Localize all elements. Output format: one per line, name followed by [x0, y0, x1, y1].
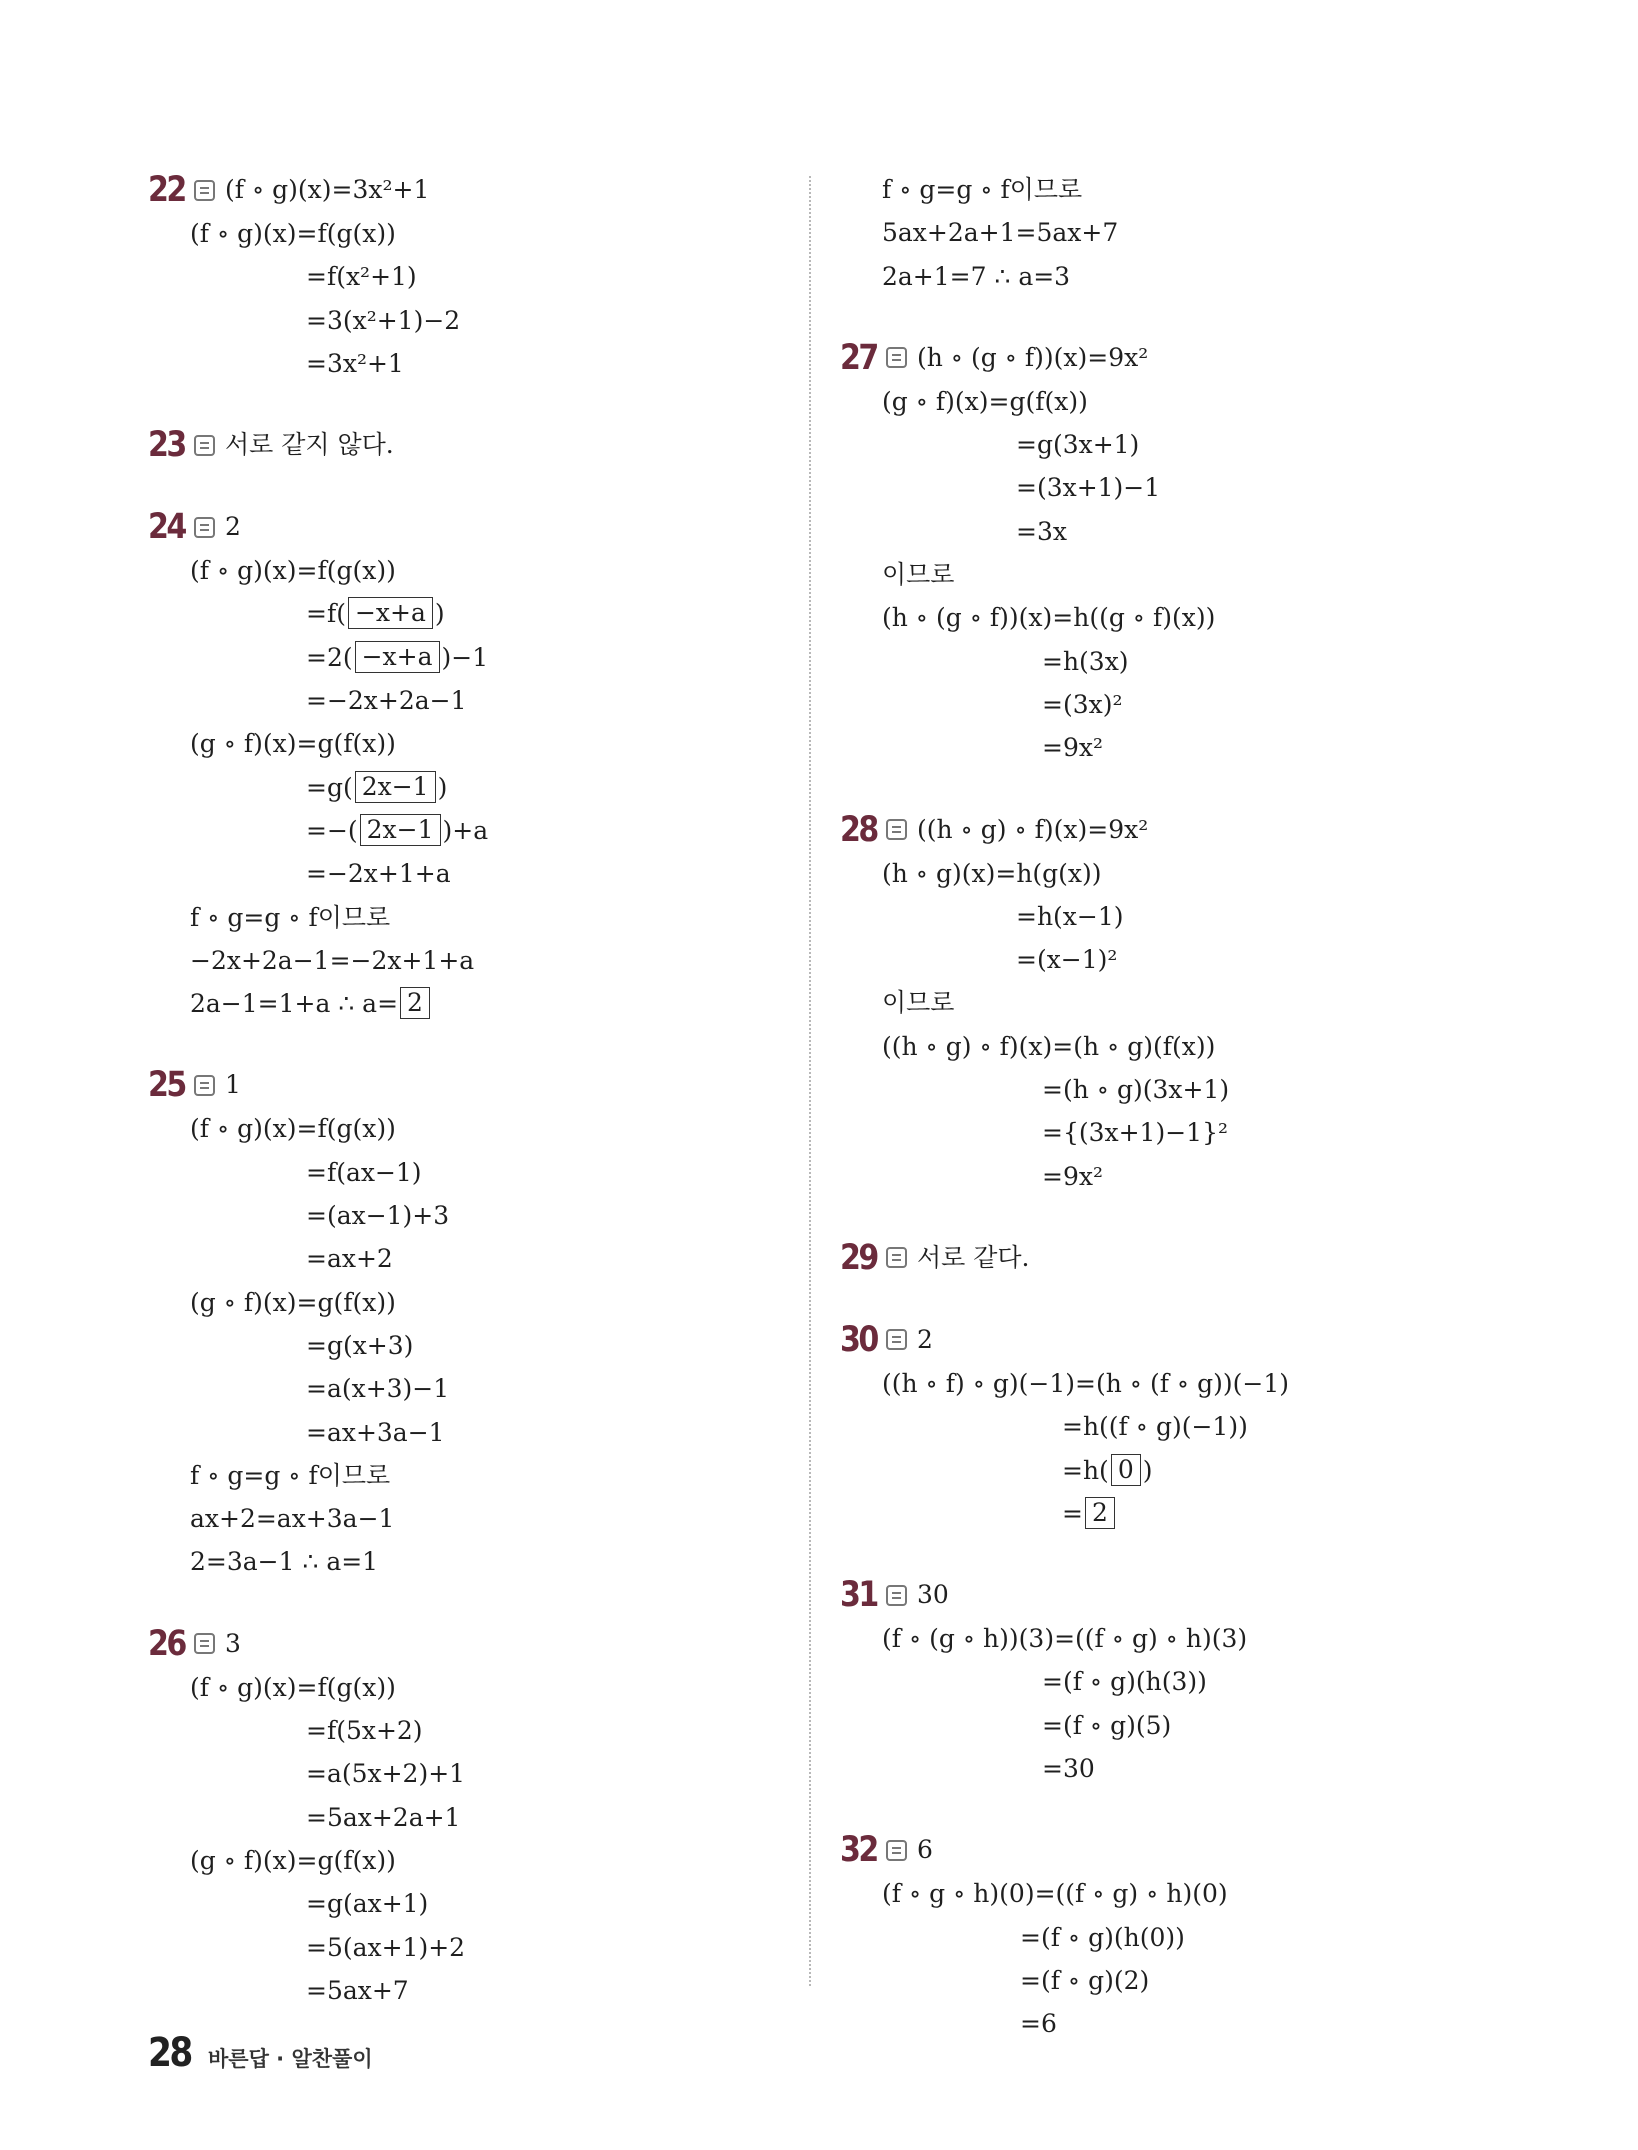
blank-box: −x+a — [355, 641, 440, 673]
solution-line: f ∘ g=g ∘ f이므로 — [190, 1460, 391, 1490]
solution-line: =30 — [1042, 1754, 1095, 1784]
solution-line: (h ∘ (g ∘ f))(x)=h((g ∘ f)(x)) — [882, 603, 1216, 633]
line-text: =g( — [306, 772, 353, 802]
line-text: =h( — [1062, 1455, 1109, 1485]
problem-22 — [148, 168, 788, 385]
solution-line: =−2x+1+a — [306, 859, 451, 889]
solution-line — [148, 592, 788, 635]
line-text: ) — [437, 772, 448, 802]
answer-icon — [886, 819, 907, 840]
solution-line: 이므로 — [882, 988, 955, 1018]
problem-header — [148, 423, 788, 467]
solution-line — [148, 636, 788, 679]
problem-header — [148, 1622, 788, 1666]
problem-number: 25 — [148, 1065, 185, 1106]
problem-23 — [148, 423, 788, 467]
answer-text: (h ∘ (g ∘ f))(x)=9x² — [917, 342, 1149, 372]
right-column — [840, 168, 1480, 2084]
solution-line: =5ax+7 — [306, 1975, 409, 2005]
solution-line: 5ax+2a+1=5ax+7 — [882, 218, 1119, 248]
solution-line: =(ax−1)+3 — [306, 1201, 450, 1231]
line-text: ) — [1142, 1455, 1153, 1485]
line-text: )−1 — [441, 642, 489, 672]
solution-line: =(h ∘ g)(3x+1) — [1042, 1075, 1230, 1105]
answer-text: 2 — [917, 1324, 933, 1354]
solution-line: ={(3x+1)−1}² — [1042, 1118, 1228, 1148]
solution-line: f ∘ g=g ∘ f이므로 — [190, 902, 391, 932]
solution-line — [148, 766, 788, 809]
problem-number: 24 — [148, 507, 185, 548]
solution-line: =g(ax+1) — [306, 1889, 429, 1919]
solution-line: (g ∘ f)(x)=g(f(x)) — [190, 1287, 396, 1317]
solution-line: (f ∘ g)(x)=f(g(x)) — [190, 556, 396, 586]
solution-line: 2a+1=7 ∴ a=3 — [882, 261, 1071, 291]
answer-text: 서로 같지 않다. — [225, 430, 394, 460]
blank-box: 2 — [1085, 1497, 1115, 1529]
solution-line: =(3x+1)−1 — [1016, 473, 1161, 503]
solution-line: 이므로 — [882, 560, 955, 590]
line-text: =−( — [306, 815, 358, 845]
solution-line — [148, 982, 788, 1025]
left-column — [148, 168, 788, 2050]
answer-text: 3 — [225, 1628, 241, 1658]
solution-line: =a(5x+2)+1 — [306, 1759, 466, 1789]
solution-line: =(3x)² — [1042, 689, 1123, 719]
blank-box: 0 — [1111, 1454, 1141, 1486]
problem-27 — [840, 336, 1480, 770]
problem-header — [148, 168, 788, 212]
problem-25 — [148, 1063, 788, 1583]
solution-line: (h ∘ g)(x)=h(g(x)) — [882, 858, 1102, 888]
problem-number: 23 — [148, 425, 185, 466]
solution-line: −2x+2a−1=−2x+1+a — [190, 945, 475, 975]
solution-line: =h(3x) — [1042, 646, 1129, 676]
solution-line: ax+2=ax+3a−1 — [190, 1504, 395, 1534]
answer-icon — [194, 180, 215, 201]
solution-line: =3x — [1016, 516, 1067, 546]
solution-line: (g ∘ f)(x)=g(f(x)) — [190, 1845, 396, 1875]
column-divider — [809, 176, 811, 1986]
blank-box: 2x−1 — [355, 771, 436, 803]
problem-header — [148, 505, 788, 549]
answer-icon — [886, 1329, 907, 1350]
problem-29 — [840, 1236, 1480, 1280]
solution-line: =(f ∘ g)(h(3)) — [1042, 1667, 1207, 1697]
solution-line — [148, 809, 788, 852]
answer-icon — [194, 1075, 215, 1096]
line-text: = — [1062, 1498, 1083, 1528]
problem-32 — [840, 1828, 1480, 2045]
page-number: 28 — [148, 2030, 191, 2076]
answer-text: 6 — [917, 1835, 933, 1865]
answer-text: (f ∘ g)(x)=3x²+1 — [225, 175, 430, 204]
solution-line: (g ∘ f)(x)=g(f(x)) — [190, 729, 396, 759]
answer-icon — [886, 1840, 907, 1861]
problem-number: 31 — [840, 1575, 877, 1616]
problem-number: 22 — [148, 170, 185, 210]
solution-line: (f ∘ g)(x)=f(g(x)) — [190, 219, 396, 248]
solution-line: 2=3a−1 ∴ a=1 — [190, 1547, 379, 1577]
solution-line: (f ∘ g)(x)=f(g(x)) — [190, 1672, 396, 1702]
line-text: =2( — [306, 642, 353, 672]
answer-icon — [194, 517, 215, 538]
problem-header — [840, 808, 1480, 852]
problem-number: 32 — [840, 1830, 877, 1871]
problem-header — [840, 1828, 1480, 1872]
solution-line: =9x² — [1042, 1161, 1103, 1191]
problem-number: 26 — [148, 1623, 185, 1664]
solution-line: =(x−1)² — [1016, 945, 1118, 975]
answer-text: 30 — [917, 1580, 949, 1610]
solution-line: =f(5x+2) — [306, 1716, 423, 1746]
line-text: ) — [434, 599, 445, 629]
problem-header — [840, 1236, 1480, 1280]
problem-number: 27 — [840, 337, 877, 378]
solution-line: =6 — [1020, 2009, 1057, 2039]
solution-line: =−2x+2a−1 — [306, 686, 467, 716]
page-footer — [148, 2030, 373, 2076]
solution-line: (f ∘ g)(x)=f(g(x)) — [190, 1114, 396, 1144]
solution-line: (f ∘ g ∘ h)(0)=((f ∘ g) ∘ h)(0) — [882, 1879, 1228, 1909]
blank-box: 2 — [400, 987, 430, 1019]
solution-line: =(f ∘ g)(5) — [1042, 1710, 1172, 1740]
answer-text: 1 — [225, 1070, 241, 1100]
solution-line: (g ∘ f)(x)=g(f(x)) — [882, 386, 1088, 416]
line-text: 2a−1=1+a ∴ a= — [190, 989, 399, 1019]
line-text: )+a — [442, 815, 489, 845]
line-text: =f( — [306, 599, 346, 629]
answer-text: 2 — [225, 512, 241, 542]
solution-line: ((h ∘ f) ∘ g)(−1)=(h ∘ (f ∘ g))(−1) — [882, 1368, 1290, 1398]
problem-24 — [148, 505, 788, 1025]
solution-line: =g(x+3) — [306, 1330, 414, 1360]
answer-icon — [886, 347, 907, 368]
problem-header — [840, 1573, 1480, 1617]
solution-line: =ax+2 — [306, 1244, 393, 1274]
problem-continued — [840, 168, 1480, 298]
solution-line: =a(x+3)−1 — [306, 1374, 450, 1404]
solution-line: =f(x²+1) — [306, 262, 417, 292]
answer-text: 서로 같다. — [917, 1242, 1030, 1272]
solution-line: (f ∘ (g ∘ h))(3)=((f ∘ g) ∘ h)(3) — [882, 1624, 1248, 1654]
solution-line: =5ax+2a+1 — [306, 1802, 461, 1832]
problem-30 — [840, 1318, 1480, 1535]
answer-icon — [194, 1633, 215, 1654]
solution-line: =(f ∘ g)(h(0)) — [1020, 1922, 1185, 1952]
problem-26 — [148, 1622, 788, 2012]
solution-line: =5(ax+1)+2 — [306, 1932, 466, 1962]
blank-box: −x+a — [348, 597, 433, 629]
solution-line: =(f ∘ g)(2) — [1020, 1965, 1150, 1995]
solution-line: =h(x−1) — [1016, 901, 1124, 931]
solution-line — [840, 1449, 1480, 1492]
problem-number: 30 — [840, 1319, 877, 1360]
solution-line: =g(3x+1) — [1016, 430, 1140, 460]
solution-line: =3x²+1 — [306, 348, 404, 378]
solution-line: f ∘ g=g ∘ f이므로 — [882, 175, 1083, 204]
problem-28 — [840, 808, 1480, 1198]
problem-number: 29 — [840, 1237, 877, 1278]
solution-line: =f(ax−1) — [306, 1157, 422, 1187]
problem-header — [840, 1318, 1480, 1362]
problem-header — [840, 336, 1480, 380]
answer-icon — [886, 1247, 907, 1268]
solution-line: =9x² — [1042, 733, 1103, 763]
problem-number: 28 — [840, 809, 877, 850]
solution-line — [840, 1492, 1480, 1535]
blank-box: 2x−1 — [360, 814, 441, 846]
answer-text: ((h ∘ g) ∘ f)(x)=9x² — [917, 814, 1149, 844]
solution-line: =h((f ∘ g)(−1)) — [1062, 1412, 1248, 1442]
solution-line: =3(x²+1)−2 — [306, 305, 461, 335]
footer-label: 바른답 · 알찬풀이 — [208, 2047, 373, 2071]
answer-icon — [194, 435, 215, 456]
problem-header — [148, 1063, 788, 1107]
solution-line: ((h ∘ g) ∘ f)(x)=(h ∘ g)(f(x)) — [882, 1031, 1216, 1061]
answer-icon — [886, 1585, 907, 1606]
problem-31 — [840, 1573, 1480, 1790]
solution-line: =ax+3a−1 — [306, 1417, 445, 1447]
